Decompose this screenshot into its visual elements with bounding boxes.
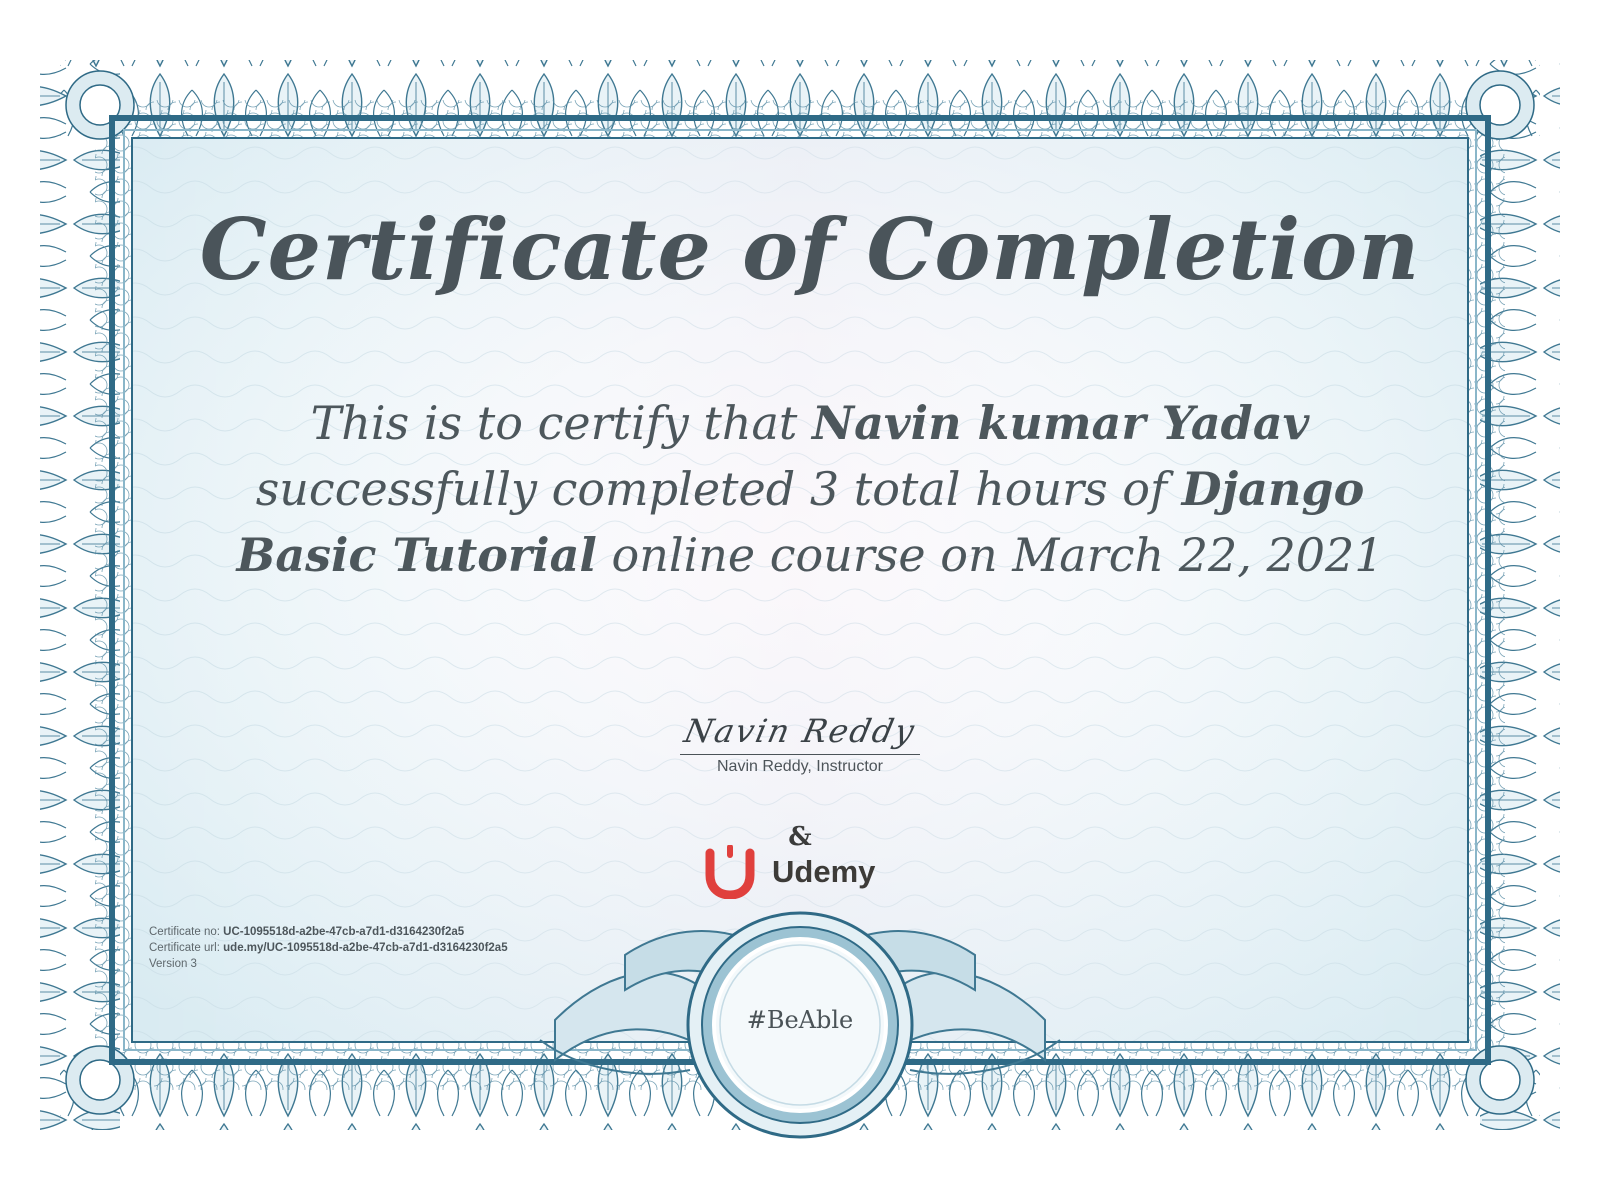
student-name: Navin kumar Yadav [812, 396, 1310, 450]
udemy-logo [700, 842, 875, 902]
certificate-title: Certificate of Completion [199, 200, 1421, 299]
instructor-caption: Navin Reddy, Instructor [717, 758, 883, 775]
seal-hashtag: #BeAble [746, 1006, 854, 1034]
certificate-url-row: Certificate url: ude.my/UC-1095518d-a2be-47cb-a7d1-d3164230f2a5 [149, 942, 508, 954]
ampersand: & [788, 822, 812, 852]
statement-middle: successfully completed 3 total hours of [255, 462, 1182, 516]
instructor-signature-block [680, 712, 920, 776]
statement-prefix: This is to certify that [310, 396, 813, 450]
statement-suffix: online course on March 22, 2021 [596, 528, 1384, 582]
certificate-number: UC-1095518d-a2be-47cb-a7d1-d3164230f2a5 [223, 926, 465, 938]
certificate-url[interactable]: ude.my/UC-1095518d-a2be-47cb-a7d1-d3164230f2a5 [223, 942, 508, 954]
udemy-wordmark: Udemy [772, 854, 876, 889]
certificate-version: Version 3 [149, 958, 197, 970]
certification-statement [180, 390, 1440, 588]
udemy-u-icon [700, 845, 760, 899]
course-name: Django Basic Tutorial [236, 462, 1365, 582]
signature-line [680, 754, 920, 755]
certificate-number-row: Certificate no: UC-1095518d-a2be-47cb-a7d1-d3164230f2a5 [149, 926, 465, 938]
certificate-meta [149, 924, 508, 972]
instructor-signature: Navin Reddy [680, 712, 920, 750]
